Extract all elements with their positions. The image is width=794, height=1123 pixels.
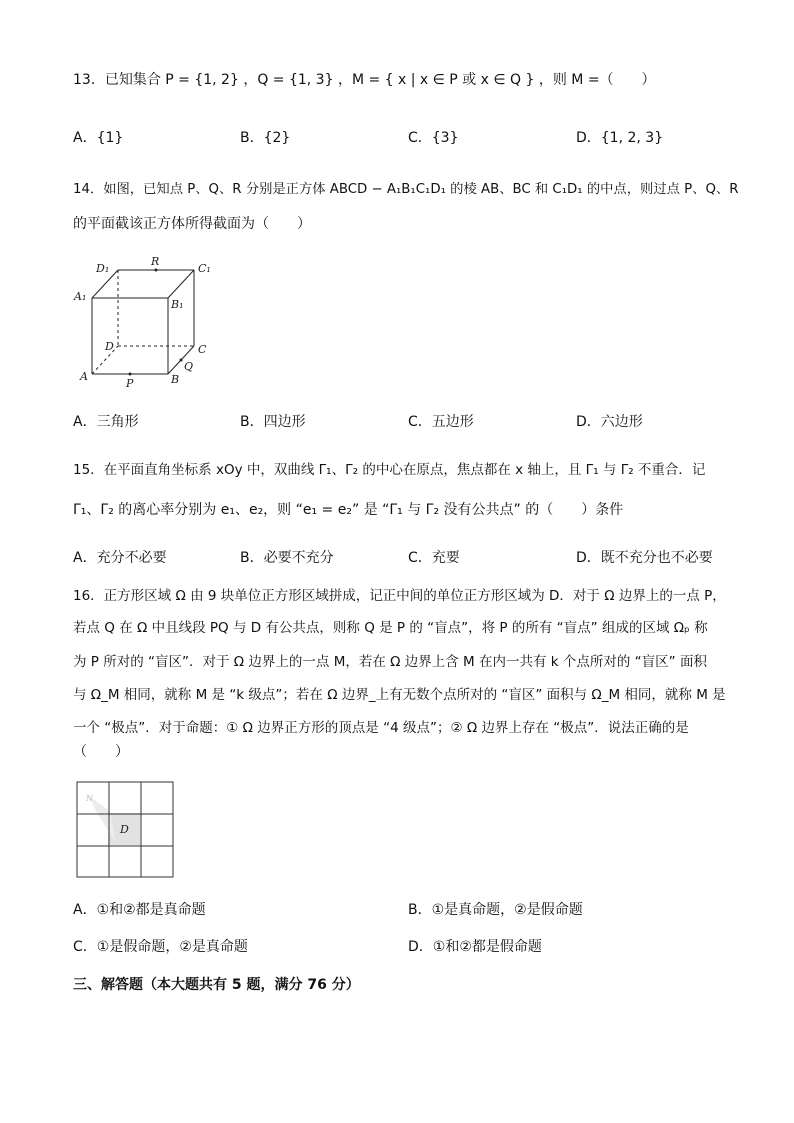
label-a: A	[80, 370, 88, 383]
label-b1: B₁	[171, 298, 184, 311]
label-c: C	[198, 343, 207, 356]
label-p: P	[126, 377, 134, 390]
q15-option-d: D．既不充分也不必要	[576, 550, 713, 566]
label-r: R	[151, 255, 160, 268]
q16-line5: 一个 “极点”．对于命题：① Ω 边界正方形的顶点是 “4 级点”；② Ω 边界上存在 “极点”．说法正确的是	[73, 720, 689, 736]
q16-option-b: B．①是真命题，②是假命题	[408, 902, 583, 918]
q16-option-d: D．①和②都是假命题	[408, 939, 542, 955]
q15-stem-line1: 15．在平面直角坐标系 xOy 中，双曲线 Γ₁、Γ₂ 的中心在原点，焦点都在 x 轴上，且 Γ₁ 与 Γ₂ 不重合．记	[73, 462, 706, 478]
q14-stem-line2: 的平面截该正方体所得截面为（ ）	[73, 216, 311, 232]
q16-line2: 若点 Q 在 Ω 中且线段 PQ 与 D 有公共点，则称 Q 是 P 的 “盲点”，将 P 的所有 “盲点” 组成的区域 Ωₚ 称	[73, 620, 708, 636]
label-d1: D₁	[96, 262, 110, 275]
q13-option-d: D．{1, 2, 3}	[576, 130, 664, 146]
q14-option-c: C．五边形	[408, 414, 474, 430]
label-q: Q	[184, 360, 194, 373]
q16-option-a: A．①和②都是真命题	[73, 902, 206, 918]
label-d: D	[105, 340, 114, 353]
q14-stem-line1: 14．如图，已知点 P、Q、R 分别是正方体 ABCD − A₁B₁C₁D₁ 的棱 AB、BC 和 C₁D₁ 的中点，则过点 P、Q、R	[73, 182, 739, 197]
q16-line6: （ ）	[73, 744, 129, 760]
q15-option-c: C．充要	[408, 550, 460, 566]
q13-option-b: B．{2}	[240, 130, 291, 146]
label-a1: A₁	[74, 290, 87, 303]
grid-figure	[76, 781, 176, 879]
q14-option-b: B．四边形	[240, 414, 306, 430]
grid-label-d: D	[120, 823, 129, 836]
q13-option-c: C．{3}	[408, 130, 459, 146]
section-title: 三、解答题（本大题共有 5 题，满分 76 分）	[73, 977, 360, 993]
q13-stem: 13．已知集合 P = {1, 2} ，Q = {1, 3} ，M = { x | x ∈ P 或 x ∈ Q } ，则 M =（ ）	[73, 72, 656, 88]
q14-option-a: A．三角形	[73, 414, 139, 430]
q15-stem-line2: Γ₁、Γ₂ 的离心率分别为 e₁、e₂，则 “e₁ = e₂” 是 “Γ₁ 与 Γ₂ 没有公共点” 的（ ）条件	[73, 502, 624, 518]
label-b: B	[171, 373, 180, 386]
q16-line1: 16．正方形区域 Ω 由 9 块单位正方形区域拼成，记正中间的单位正方形区域为 D．对于 Ω 边界上的一点 P，	[73, 588, 726, 604]
q16-line3: 为 P 所对的 “盲区”．对于 Ω 边界上的一点 M，若在 Ω 边界上含 M 在内一共有 k 个点所对的 “盲区” 面积	[73, 654, 707, 670]
q16-line4: 与 Ω_M 相同，就称 M 是 “k 级点”；若在 Ω 边界_上有无数个点所对的 “盲区” 面积与 Ω_M 相同，就称 M 是	[73, 687, 726, 703]
label-c1: C₁	[198, 262, 211, 275]
q13-option-a: A．{1}	[73, 130, 124, 146]
grid-corner-label: N	[86, 794, 93, 803]
q15-option-b: B．必要不充分	[240, 550, 334, 566]
q15-option-a: A．充分不必要	[73, 550, 167, 566]
q14-option-d: D．六边形	[576, 414, 643, 430]
cube-figure	[70, 252, 220, 392]
q16-option-c: C．①是假命题，②是真命题	[73, 939, 248, 955]
